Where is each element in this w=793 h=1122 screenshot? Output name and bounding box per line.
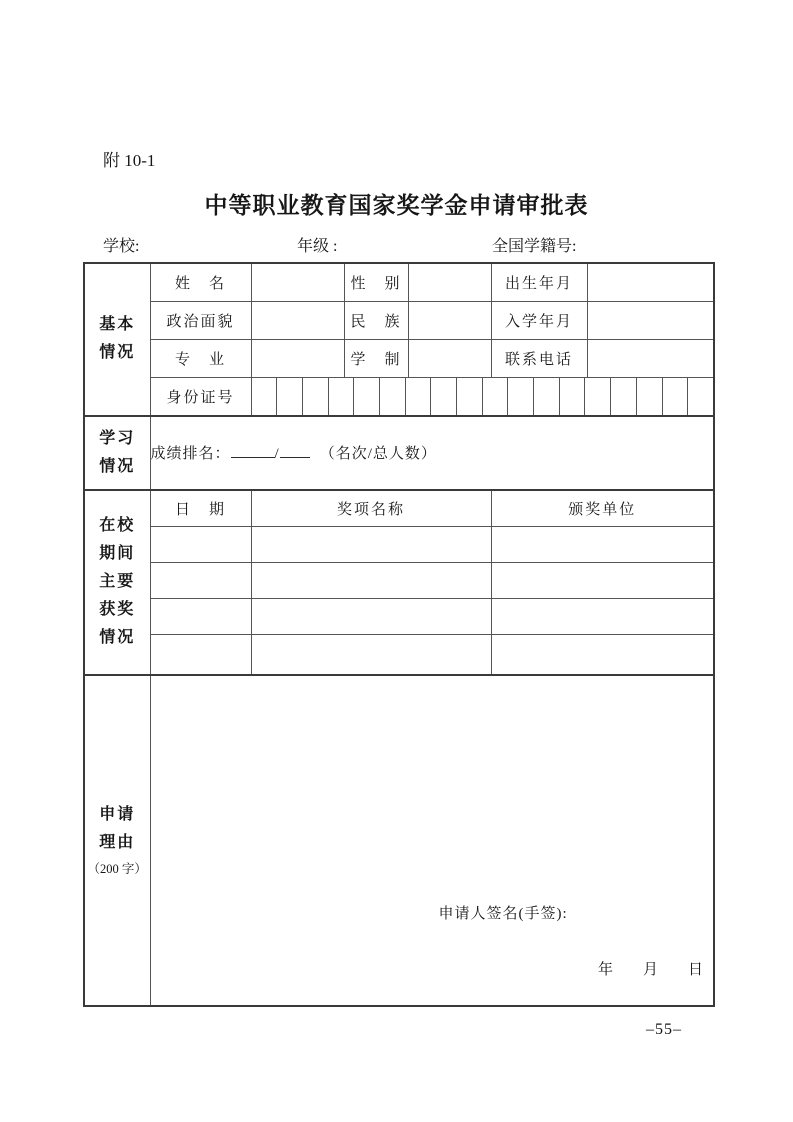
section-application-note: （200 字） (87, 862, 147, 876)
awards-header-name: 奖项名称 (251, 490, 491, 527)
id-digit-cell (328, 378, 354, 415)
field-ethnicity-value (408, 301, 491, 339)
section-application-line: 申请 (99, 806, 136, 823)
section-awards-line: 情况 (99, 629, 136, 646)
application-reason-cell (150, 675, 714, 1006)
label-name: 姓 名 (150, 263, 251, 301)
date-line: 年 月 日 (597, 961, 703, 978)
section-application-line: 理由 (99, 834, 136, 851)
school-label: 学校: (103, 238, 140, 255)
field-political-status-value (251, 301, 344, 339)
id-strip (252, 378, 714, 415)
id-digit-cell (687, 378, 713, 415)
id-digit-cell (610, 378, 636, 415)
id-digit-cell (353, 378, 379, 415)
id-digit-cell (430, 378, 456, 415)
section-basic-info-line: 情况 (99, 344, 136, 362)
id-digit-cell (559, 378, 585, 415)
awards-header-unit: 颁奖单位 (491, 490, 714, 527)
award-unit-cell (491, 563, 714, 599)
section-awards-line: 期间 (99, 545, 136, 562)
form-header (83, 233, 713, 255)
section-awards-line: 主要 (99, 573, 136, 590)
label-schooling-length: 学 制 (344, 339, 408, 377)
award-unit-cell (491, 599, 714, 635)
award-row (84, 635, 714, 675)
basic-info-row-3 (84, 339, 714, 377)
attachment-label: 附 10-1 (103, 151, 156, 170)
field-enrollment-date-value (587, 301, 714, 339)
field-gender-value (408, 263, 491, 301)
section-application-reason-label (84, 675, 150, 1006)
award-row (84, 527, 714, 563)
id-digit-cell (482, 378, 508, 415)
section-study-info-line: 情况 (99, 457, 136, 475)
study-info-row (84, 416, 714, 490)
section-basic-info-label (84, 263, 150, 416)
application-reason-row (84, 675, 714, 1006)
id-digit-cell (252, 378, 277, 415)
label-birth-date: 出生年月 (491, 263, 587, 301)
award-unit-cell (491, 527, 714, 563)
grade-label: 年级 : (297, 238, 338, 255)
label-ethnicity: 民 族 (344, 301, 408, 339)
award-date-cell (150, 599, 251, 635)
basic-info-row-1 (84, 263, 714, 301)
ranking-slash: / (274, 446, 280, 462)
id-digit-cell (584, 378, 610, 415)
section-awards-line: 获奖 (99, 601, 136, 618)
id-digit-cell (636, 378, 662, 415)
label-enrollment-date: 入学年月 (491, 301, 587, 339)
award-name-cell (251, 599, 491, 635)
basic-info-row-2 (84, 301, 714, 339)
ranking-cell (150, 416, 714, 490)
section-basic-info-line: 基本 (99, 316, 136, 334)
page-title: 中等职业教育国家奖学金申请审批表 (204, 193, 589, 218)
ranking-blank-denominator (280, 444, 310, 458)
label-contact-phone: 联系电话 (491, 339, 587, 377)
signature-label: 申请人签名(手签): (438, 905, 568, 922)
field-birth-date-value (587, 263, 714, 301)
id-digit-cell (276, 378, 302, 415)
id-digit-cell (456, 378, 482, 415)
ranking-blank-numerator (231, 444, 275, 458)
page-number: –55– (646, 1021, 682, 1038)
section-awards-label (84, 490, 150, 675)
id-digit-cell (533, 378, 559, 415)
section-study-info-line: 学习 (99, 429, 136, 447)
awards-header-row (84, 490, 714, 527)
ranking-prefix: 成绩排名： (150, 446, 231, 462)
award-name-cell (251, 635, 491, 675)
award-date-cell (150, 635, 251, 675)
field-major-value (251, 339, 344, 377)
id-number-row (84, 377, 714, 416)
award-date-cell (150, 563, 251, 599)
id-digit-cell (662, 378, 688, 415)
section-awards-line: 在校 (99, 517, 136, 534)
awards-header-date: 日 期 (150, 490, 251, 527)
award-name-cell (251, 527, 491, 563)
id-digit-cell (507, 378, 533, 415)
id-digit-cell (379, 378, 405, 415)
award-row (84, 599, 714, 635)
label-political-status: 政治面貌 (150, 301, 251, 339)
ranking-suffix: （名次/总人数） (319, 446, 437, 462)
id-digit-cell (302, 378, 328, 415)
section-study-info-label (84, 416, 150, 490)
application-form-table (83, 262, 715, 1007)
national-student-id-label: 全国学籍号: (492, 238, 577, 255)
field-contact-phone-value (587, 339, 714, 377)
label-major: 专 业 (150, 339, 251, 377)
award-unit-cell (491, 635, 714, 675)
label-gender: 性 别 (344, 263, 408, 301)
id-digit-cell (405, 378, 431, 415)
field-name-value (251, 263, 344, 301)
award-row (84, 563, 714, 599)
id-number-cells (251, 377, 714, 416)
field-schooling-length-value (408, 339, 491, 377)
label-id-number: 身份证号 (150, 377, 251, 416)
award-name-cell (251, 563, 491, 599)
award-date-cell (150, 527, 251, 563)
